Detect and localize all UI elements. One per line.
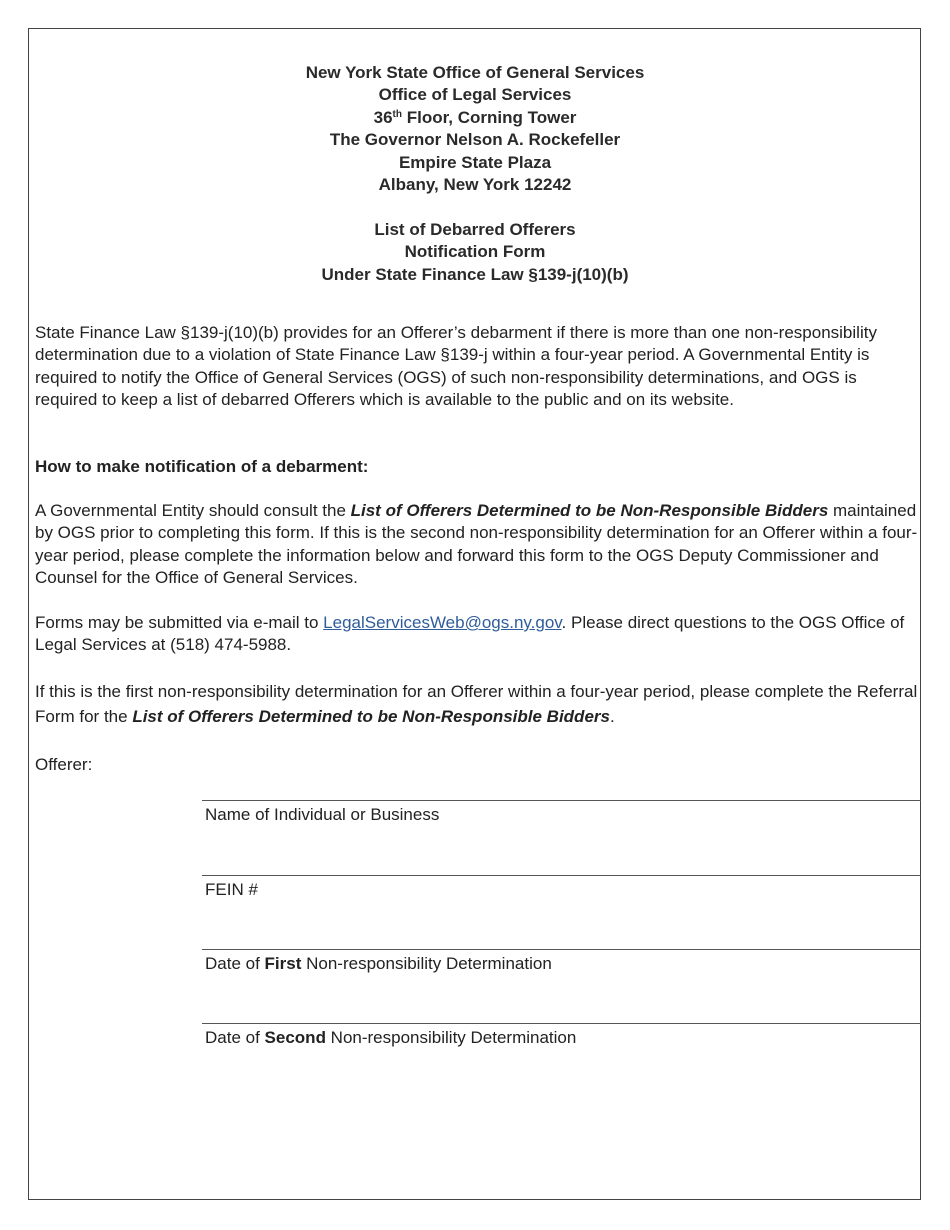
email-link[interactable]: LegalServicesWeb@ogs.ny.gov bbox=[323, 613, 562, 632]
first-date-field-label: Date of First Non-responsibility Determination bbox=[205, 954, 552, 973]
first-determination-paragraph: If this is the first non-responsibility determination for an Offerer within a four-year period, please complete the Referral Form for the List of Offerers Determined to be Non-Responsible Bidders. bbox=[35, 682, 918, 726]
plaza-name: Empire State Plaza bbox=[398, 152, 552, 172]
document-header bbox=[0, 62, 950, 286]
name-field[interactable] bbox=[202, 800, 921, 826]
first-determination-date-field[interactable] bbox=[202, 949, 921, 975]
fein-field-label: FEIN # bbox=[205, 880, 258, 899]
second-date-field-label: Date of Second Non-responsibility Determination bbox=[205, 1028, 577, 1047]
list-name-emphasis: List of Offerers Determined to be Non-Responsible Bidders bbox=[350, 501, 829, 520]
second-determination-date-field[interactable] bbox=[202, 1023, 921, 1049]
name-field-label: Name of Individual or Business bbox=[205, 805, 440, 824]
howto-heading: How to make notification of a debarment: bbox=[35, 457, 369, 476]
office-name: Office of Legal Services bbox=[378, 85, 572, 105]
fein-field[interactable] bbox=[202, 875, 921, 901]
floor-address: 36th Floor, Corning Tower bbox=[373, 107, 577, 127]
submit-paragraph: Forms may be submitted via e-mail to LegalServicesWeb@ogs.ny.gov. Please direct questions to the OGS Office of Legal Services at (518) 474-5988. bbox=[35, 613, 905, 655]
agency-name: New York State Office of General Services bbox=[305, 63, 645, 82]
building-name: The Governor Nelson A. Rockefeller bbox=[329, 130, 621, 150]
city-address: Albany, New York 12242 bbox=[378, 175, 572, 195]
form-title-line1: List of Debarred Offerers bbox=[374, 219, 576, 239]
offerer-label: Offerer: bbox=[35, 755, 93, 774]
form-title-line2: Notification Form bbox=[404, 242, 546, 262]
consult-paragraph: A Governmental Entity should consult the List of Offerers Determined to be Non-Responsible Bidders maintained by OGS prior to completing this form. If this is the second non-responsibility determination for an Offerer within a four-year period, please complete the information below and forward this form to the OGS Deputy Commissioner and Counsel for the Office of General Services. bbox=[35, 501, 918, 588]
form-title-line3: Under State Finance Law §139-j(10)(b) bbox=[321, 264, 629, 284]
intro-paragraph: State Finance Law §139-j(10)(b) provides for an Offerer’s debarment if there is more than one non-responsibility determination due to a violation of State Finance Law §139-j within a four-year period. A Governmental Entity is required to notify the Office of General Services (OGS) of such non-responsibility determinations, and OGS is required to keep a list of debarred Offerers which is available to the public and on its website. bbox=[35, 323, 877, 410]
list-name-emphasis: List of Offerers Determined to be Non-Responsible Bidders bbox=[132, 706, 610, 726]
